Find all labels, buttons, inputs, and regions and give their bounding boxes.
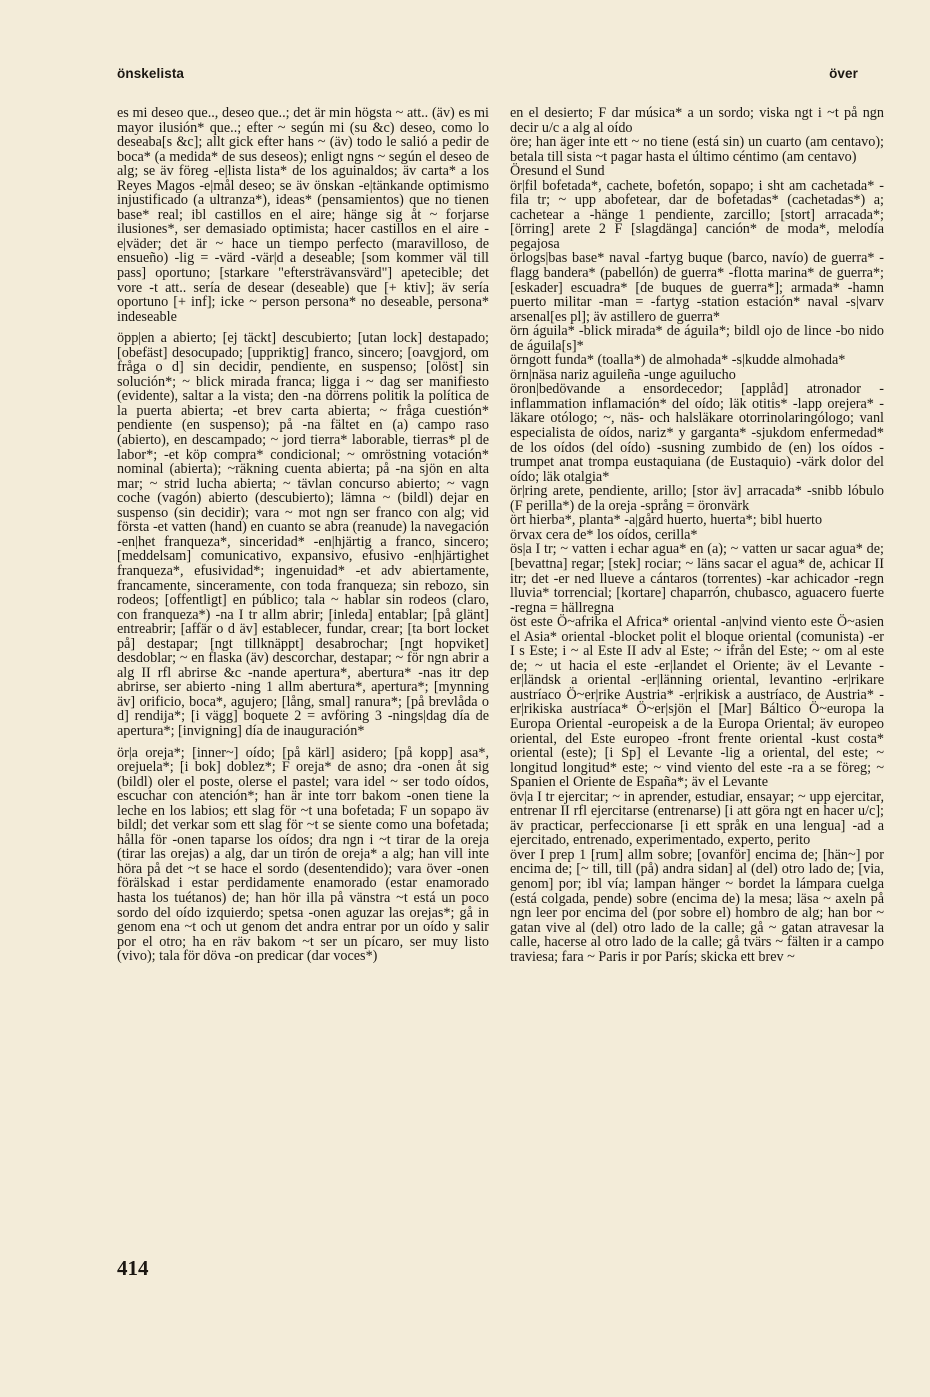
running-head-right: över (829, 66, 858, 81)
dictionary-entry: örvax cera de* los oídos, cerilla* (510, 526, 698, 543)
dictionary-entry: ör|a oreja*; [inner~] oído; [på kärl] asidero; [på kopp] asa*, orejuela*; [i bok] doblez*; F oreja* de asno; dra -onen åt sig (bildl) oler el poste, olerse el pastel; vara idel ~ ser todo oídos, escuchar con atención*; han är inte torr bakom -onen tiene la leche en los labios; ett slag för ~t una bofetada; F un sopapo äv bildl; det verkar som ett slag för ~t se siente como una bofetada; hålla för -onen taparse los oídos; dra ngn i ~t tirar de la oreja (tirar las orejas) a alg, dar un tirón de oreja* a alg; han vill inte höra på det ~t se hace el sordo (desentendido); vara över -onen förälskad i estar perdidamente enamorado (estar enamorado hasta los tuétanos) de; han hör illa på vänstra ~t está un poco sordo del oído izquierdo; spetsa -onen aguzar las orejas*; gå in genom ena ~t och ut genom det andra entrar por un oído y salir por el otro; ha en räv bakom ~t ser un pícaro, ser muy listo (vivo); tala för döva -on predicar (dar voces*) (117, 744, 489, 965)
dictionary-entry: öv|a I tr ejercitar; ~ in aprender, estudiar, ensayar; ~ upp ejercitar, entrenar II rfl ejercitarse (entrenarse) [i att göra ngt en hacer u/c]; äv practicar, perfeccionarse [i ett språk en una lengua] -ad a ejercitado, entrenado, experimentado, experto, perito (510, 788, 884, 849)
left-column (117, 106, 489, 964)
dictionary-entry: örlogs|bas base* naval -fartyg buque (barco, navío) de guerra* -flagg bandera* (pabellón) de guerra* -flotta marina* de guerra*; [eskader] escuadra* [de buques de guerra*]; armada* -hamn puerto militar -man = -fartyg -station estación* naval -s|varv arsenal[es pl]; äv astillero de guerra* (510, 250, 884, 325)
dictionary-entry: ör|fil bofetada*, cachete, bofetón, sopapo; i sht am cachetada* -fila tr; ~ upp abofetear, dar de bofetadas* (cachetadas*) a; cachetear a -hänge 1 pendiente, zarcillo; [stort] arracada*; [örring] arete 2 F [slagdänga] canción* de moda*, melodía pegajosa (510, 177, 884, 252)
dictionary-entry: ör|ring arete, pendiente, arillo; [stor äv] arracada* -snibb lóbulo (F perilla*) de la oreja -språng = öronvärk (510, 483, 884, 514)
dictionary-entry: öst este Ö~afrika el Africa* oriental -an|vind viento este Ö~asien el Asia* oriental -blocket polit el bloque oriental (comunista) -er I s Este; i ~ al Este II adv al Este; ~ ifrån del Este; ~ om al este de; ~ ut hacia el este -er|landet el Oriente; äv el Levante -er|ländsk a oriental -er|länning oriental, levantino -er|rikare austríaco Ö~er|rike Austria* -er|rikisk a austríaco, de Austria* -er|rikiska austríaca* Ö~er|sjön el [Mar] Báltico Ö~europa la Europa Oriental -europeisk a de la Europa Oriental; äv europeo oriental, del Este europeo -front frente oriental -kust costa* oriental (este); [i Sp] el Levante -lig a oriental, del este; ~ longitud longitud* este; ~ vind viento del este -ra a se föreg; ~ Spanien el Oriente de España*; äv el Levante (510, 614, 884, 791)
dictionary-entry: örn águila* -blick mirada* de águila*; bildl ojo de lince -bo nido de águila[s]* (510, 323, 884, 354)
dictionary-entry: en el desierto; F dar música* a un sordo; viska ngt i ~t på ngn decir u/c a alg al oído (510, 105, 884, 136)
dictionary-entry: öre; han äger inte ett ~ no tiene (está sin) un cuarto (am centavo); betala till sista ~t pagar hasta el último céntimo (am centavo) (510, 134, 884, 165)
dictionary-entry: över I prep 1 [rum] allm sobre; [ovanför] encima de; [hän~] por encima de; [~ till, till (på) andra sidan] al (del) otro lado de; [via, genom] por; ibl vía; lampan hänger ~ bordet la lámpara cuelga (está colgada, pende) sobre (encima de) la mesa; läsa ~ axeln på ngn leer por encima del (por sobre el) hombro de alg; han bor ~ gatan vive al (del) otro lado de la calle; gå ~ gatan atravesar la calle, hacerse al otro lado de la calle; gå tvärs ~ fälten ir a campo traviesa; fara ~ Paris ir por París; skicka ett brev ~ (510, 846, 884, 965)
dictionary-entry: öron|bedövande a ensordecedor; [applåd] atronador -inflammation inflamación* del oído; läk otitis* -lapp orejera* -läkare otólogo; ~, näs- och halsläkare otorrinolaringólogo; vanl especialista de oídos, nariz* y garganta* -sjukdom enfermedad* de los oídos (del oído) -susning zumbido de (en) los oídos -trumpet anat trompa eustaquiana (de Eustaquio) -värk dolor del oído; läk otalgia* (510, 381, 884, 485)
running-head-left: önskelista (117, 66, 185, 81)
dictionary-entry: örn|näsa nariz aguileña -unge aguilucho (510, 366, 736, 383)
dictionary-entry: ört hierba*, planta* -a|gård huerto, huerta*; bibl huerto (510, 512, 823, 529)
dictionary-entry: es mi deseo que.., deseo que..; det är min högsta ~ att.. (äv) es mi mayor ilusión* que..; efter ~ según mi (su &c) deseo, como lo deseaba[s &c]; allt gick efter hans ~ (äv) todo le salió a pedir de boca* (a medida* de sus deseos); enligt ngns ~ según el deseo de alg; se äv föreg -e|lista lista* de los aguinaldos; äv carta* a los Reyes Magos -e|mål deseo; se äv önskan -e|tänkande optimismo injustificado (a ultranza*), ideas* (pensamientos) que no tienen base* real; ibl castillos en el aire; hänge sig åt ~ forjarse ilusiones*, ser demasiado optimista; hacer castillos en el aire -e|väder; det är ~ hace un tiempo perfecto (maravilloso, de ensueño) -lig = -värd -vär|d a deseable; [som kommer väl till pass] oportuno; [starkare "eftersträvansvärd"] apetecible; det vore -t att.. sería de desear (deseable) que [+ ktiv]; äv sería oportuno [+ inf]; icke ~ person persona* no deseable, persona* indeseable (117, 105, 489, 325)
dictionary-entry: örngott funda* (toalla*) de almohada* -s|kudde almohada* (510, 352, 846, 369)
right-column (510, 106, 884, 964)
dictionary-entry: ös|a I tr; ~ vatten i echar agua* en (a); ~ vatten ur sacar agua* de; [bevattna] regar; [stek] rociar; ~ läns sacar el agua* de, achicar II itr; det -er ned llueve a cántaros (torrentes) -kar achicador -regn lluvia* torrencial; [kortare] chaparrón, chubasco, aguacero fuerte -regna = hällregna (510, 541, 884, 616)
dictionary-entry: öpp|en a abierto; [ej täckt] descubierto; [utan lock] destapado; [obefäst] desocupado; [uppriktig] franco, sincero; [oavgjord, om fråga o d] sin decidir, pendiente, en suspenso; [olöst] sin solución*; ~ blick mirada franca; ligga i ~ dag ser manifiesto (evidente), saltar a la vista; den -na dörrens politik la política de la puerta abierta; -et brev carta abierta; ~ fråga cuestión* pendiente (en suspenso); på -na fältet en (a) campo raso (abierto), en descampado; ~ jord tierra* laborable, tierras* pl de labor*; -et köp compra* condicional; ~ omröstning votación* nominal (abierta); ~räkning cuenta abierta; på -na sjön en alta mar; ~ strid lucha abierta; ~ tävlan concurso abierto; ~ vagn coche (vagón) abierto (descubierto); lämna ~ (bildl) dejar en suspenso (sin decidir); vara ~ mot ngn ser franco con alg; vid första -et vatten (hand) en cuanto se abra (reanude) la navegación -en|het franqueza*, sinceridad* -en|hjärtig a franco, sincero; [meddelsam] comunicativo, expansivo, efusivo -en|hjärtighet franqueza*, efusividad*; ingenuidad* -et adv abiertamente, francamente, sinceramente, con toda franqueza; sin rebozo, sin rodeos; [offentligt] en público; tala ~ hablar sin rodeos (claro, con franqueza*) -na I tr allm abrir; [inleda] entablar; [på glänt] entreabrir; [affär o d äv] establecer, fundar, crear; [ta bort locket på] destapar; [ngt tillknäppt] desabrochar; [ngt hopviket] desdoblar; ~ en flaska (äv) descorchar, destapar; ~ för ngn abrir a alg II rfl abrirse &c -nande apertura*, abertura* -nas itr dep abrirse, ser abierto -ning 1 allm abertura*, apertura*; [mynning äv] orificio, boca*, agujero; [lång, smal] ranura*; [på brevlåda o d] rendija*; [i vägg] boquete 2 = avföring 3 -nings|dag día de apertura*; [invigning] día de inauguración* (117, 330, 489, 739)
dictionary-entry: Öresund el Sund (510, 163, 605, 180)
page-number: 414 (117, 1256, 149, 1280)
